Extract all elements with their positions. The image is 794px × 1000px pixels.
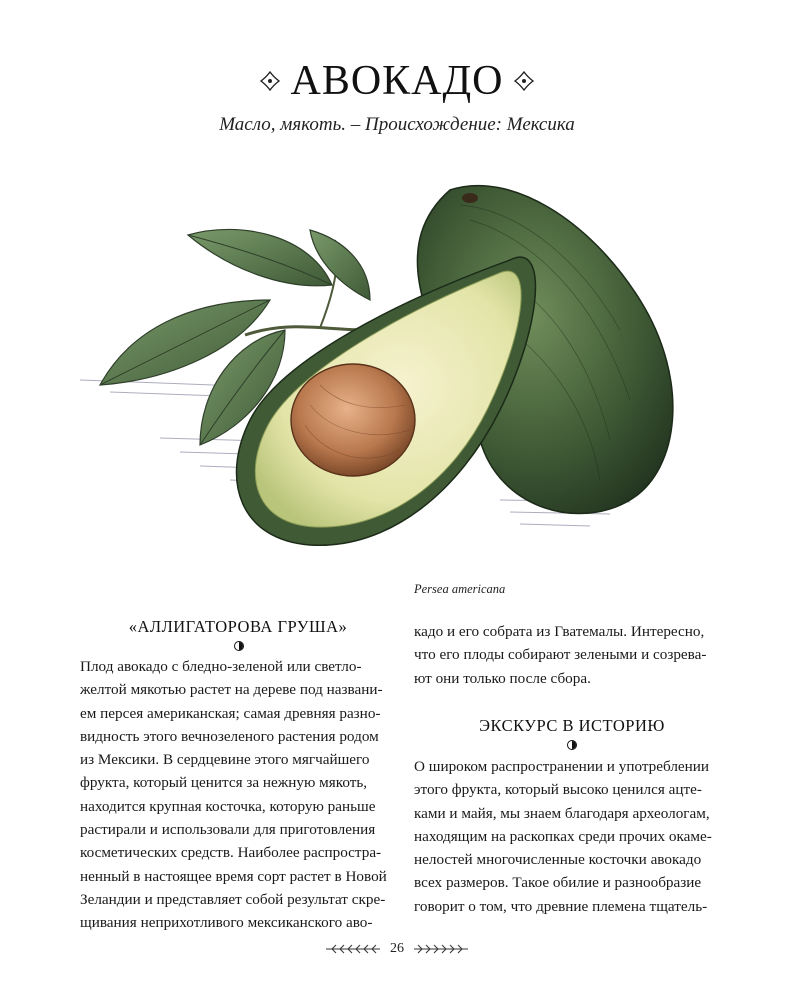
illustration-caption: Persea americana xyxy=(414,582,506,596)
text-line: находится крупная косточка, которую раньше xyxy=(80,797,376,815)
text-line: видность этого вечнозеленого растения родом xyxy=(80,727,379,745)
half-circle-bullet-icon xyxy=(234,641,244,651)
text-line: ем персея американская; самая древняя разно- xyxy=(80,704,381,722)
text-line: кадо и его собрата из Гватемалы. Интересно, xyxy=(414,623,705,640)
text-line: этого фрукта, который высоко ценился ацте- xyxy=(414,781,702,799)
section-heading-alligator-pear: «АЛЛИГАТОРОВА ГРУША» xyxy=(128,617,348,636)
half-circle-bullet-icon xyxy=(567,740,577,750)
text-line: находящим на раскопках среди прочих окаме- xyxy=(414,827,712,845)
text-line: косметических средств. Наиболее распростра- xyxy=(80,844,382,862)
page-footer xyxy=(0,938,794,960)
text-line: фрукта, который ценится за нежную мякоть, xyxy=(80,774,368,792)
text-line: нелостей многочисленные косточки авокадо xyxy=(414,851,702,869)
text-line: что его плоды собирают зелеными и созрева- xyxy=(414,646,707,664)
left-column-text xyxy=(80,655,396,935)
text-line: Плод авокадо с бледно-зеленой или светло- xyxy=(80,658,362,675)
text-line: из Мексики. В сердцевине этого мягчайшего xyxy=(80,751,370,769)
right-column-history-text xyxy=(414,755,730,918)
right-column-continuation xyxy=(414,620,730,690)
text-line: желтой мякотью растет на дереве под названи- xyxy=(80,681,383,699)
title-row xyxy=(0,56,794,106)
page-number: 26 xyxy=(390,941,404,956)
text-line: Зеландии и представляет собой результат скре- xyxy=(80,890,386,908)
text-line: щивания неприхотливого мексиканского аво- xyxy=(80,914,373,932)
text-line: О широком распространении и употреблении xyxy=(414,758,710,775)
text-line: ненный в настоящее время сорт растет в Новой xyxy=(80,867,387,885)
page-title: АВОКАДО xyxy=(290,58,504,104)
ornament-left-icon xyxy=(260,71,280,91)
page-subtitle: Масло, мякоть. – Происхождение: Мексика xyxy=(219,114,575,135)
ornament-right-icon xyxy=(514,71,534,91)
section-heading-history: ЭКСКУРС В ИСТОРИЮ xyxy=(479,716,665,735)
avocado-illustration xyxy=(70,180,710,570)
text-line: ют они только после сбора. xyxy=(414,669,591,687)
text-line: ками и майя, мы знаем благодаря археологам, xyxy=(414,804,710,822)
sprig-left-icon xyxy=(324,942,382,956)
text-line: растирали и использовали для приготовления xyxy=(80,821,376,839)
text-line: говорит о том, что древние племена тщатель- xyxy=(414,897,708,915)
text-line: всех размеров. Такое обилие и разнообразие xyxy=(414,874,702,892)
sprig-right-icon xyxy=(412,942,470,956)
